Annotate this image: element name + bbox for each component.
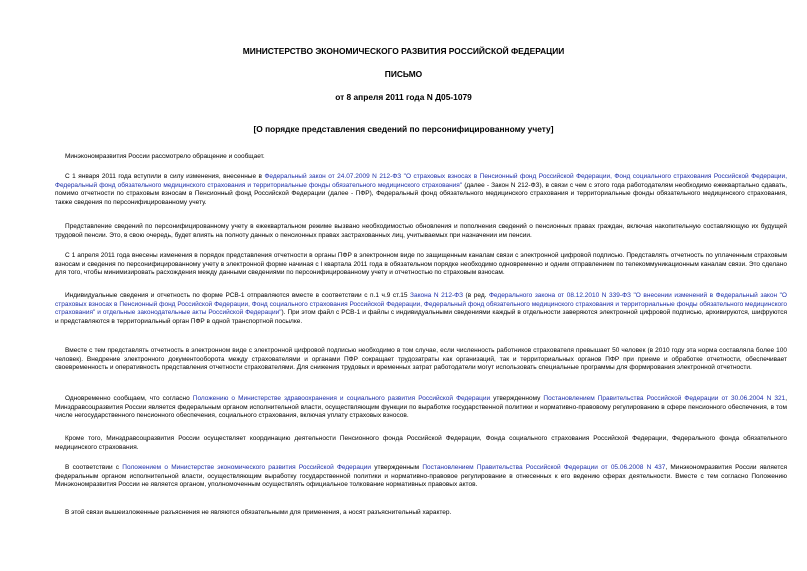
paragraph-3 xyxy=(55,223,787,240)
paragraph-6 xyxy=(55,347,787,373)
link-law-212[interactable]: Закона N 212-ФЗ xyxy=(410,292,463,299)
link-health-ministry-regulation[interactable]: Положению о Министерстве здравоохранения и социального развития Российской Федерации xyxy=(192,395,491,402)
paragraph-7-text-2: утвержденному xyxy=(490,395,544,402)
link-federal-law-212[interactable]: Федеральный закон от 24.07.2009 N 212-ФЗ "О страховых взносах в Пенсионный фонд Российской Федерации, Фонд социального страхования Российской Федерации, Федеральный фонд обязательного медицинского страхования и территориальные фонды обязательного медицинского страхования" xyxy=(55,173,787,189)
paragraph-1-text: Минэкономразвития России рассмотрело обращение и сообщает. xyxy=(65,153,265,160)
ministry-title: МИНИСТЕРСТВО ЭКОНОМИЧЕСКОГО РАЗВИТИЯ РОССИЙСКОЙ ФЕДЕРАЦИИ xyxy=(242,46,565,56)
paragraph-7-text-3: , Минздравсоцразвития России является федеральным органом исполнительной власти, осуществляющим функции по выработке государственной политики и нормативно-правовому регулированию в сфере пенсионного обеспечения, в том числе негосударственного пенсионного обеспечения, социального страхования, включая уплату страховых взносов. xyxy=(55,395,787,419)
paragraph-5-text-3: ). При этом файл с РСВ-1 и файлы с индивидуальными сведениями каждый в отдельности заверяются электронной цифровой подписью, архивируются, шифруются и представляются в территориальный орган ПФР в одной транспортной посылке. xyxy=(55,309,787,325)
document-date-number: от 8 апреля 2011 года N Д05-1079 xyxy=(335,92,472,102)
paragraph-6-text: Вместе с тем представлять отчетность в электронном виде с электронной цифровой подписью необходимо в том случае, если численность работников страхователя превышает 50 человек (в 2010 году эта норма составляла более 100 человек). Внедрение электронного документооборота между страхователями и органами ПФР сокращает трудозатраты как организаций, так и территориальных органов ПФР при приеме и обработке отчетности, обеспечивает своевременность и оперативность представления отчетности страхователями. Для снижения трудовых и временных затрат работодатели могут использовать специальные программы для формирования электронной отчетности. xyxy=(55,347,787,371)
paragraph-10 xyxy=(55,509,787,518)
paragraph-4-text: С 1 апреля 2011 года внесены изменения в порядок представления отчетности в органы ПФР в электронном виде по защищенным каналам связи с электронной цифровой подписью. Представлять отчетность по уплаченным страховым взносам и сведения по персонифицированному учету в электронной форме начиная с I квартала 2011 года в обязательном порядке необходимо одновременно и одним отправлением по телекоммуникационным каналам связи. Это сделано для того, чтобы минимизировать расхождения между данными сведениями по персонифицированному учету и отчетностью по страховым взносам. xyxy=(55,252,787,276)
paragraph-10-text: В этой связи вышеизложенные разъяснения не являются обязательными для применения, а носят разъяснительный характер. xyxy=(65,509,452,516)
paragraph-3-text: Представление сведений по персонифицированному учету в ежеквартальном режиме вызвано необходимостью обновления и пополнения сведений о пенсионных правах граждан, включая накопительную составляющую их будущей трудовой пенсии. Это, в свою очередь, будет влиять на полноту данных о пенсионных правах застрахованных лиц, учитываемых при назначении им пенсии. xyxy=(55,223,787,239)
paragraph-7 xyxy=(55,395,787,421)
document-type: ПИСЬМО xyxy=(384,69,423,79)
document-subject: [О порядке представления сведений по персонифицированному учету] xyxy=(253,124,554,134)
paragraph-4 xyxy=(55,252,787,278)
link-federal-law-339[interactable]: Федерального закона от 08.12.2010 N 339-ФЗ "О внесении изменений в Федеральный закон "О страховых взносах в Пенсионный фонд Российской Федерации, Фонд социального страхования Российской Федерации, Федеральный фонд обязательного медицинского страхования и территориальные фонды обязательного медицинского страхования" и отдельные законодательные акты Российской Федерации" xyxy=(55,292,787,316)
paragraph-8-text: Кроме того, Минздравсоцразвития России осуществляет координацию деятельности Пенсионного фонда Российской Федерации, Фонда социального страхования Российской Федерации, Федерального фонда обязательного медицинского страхования. xyxy=(55,435,787,451)
paragraph-7-text-1: Одновременно сообщаем, что согласно xyxy=(65,395,193,402)
paragraph-9-text-2: утвержденным xyxy=(371,464,423,471)
link-government-decree-321[interactable]: Постановлением Правительства Российской Федерации от 30.06.2004 N 321 xyxy=(543,395,786,402)
paragraph-5-text-1: Индивидуальные сведения и отчетность по форме РСВ-1 отправляются вместе в соответствии с п.1 ч.9 ст.15 xyxy=(65,292,411,299)
paragraph-2 xyxy=(55,173,787,207)
paragraph-9 xyxy=(55,464,787,490)
paragraph-1 xyxy=(55,153,787,162)
paragraph-2-text-2: (далее - Закон N 212-ФЗ), в связи с чем с этого года работодателям необходимо ежеквартально сдавать, помимо отчетности по страховым взносам в Пенсионный фонд Российской Федерации (далее - ПФР), Федеральный фонд обязательного медицинского страхования и территориальные фонды обязательного медицинского страхования, также сведения по персонифицированному учету. xyxy=(55,181,787,206)
link-government-decree-437[interactable]: Постановлением Правительства Российской Федерации от 05.06.2008 N 437 xyxy=(422,464,666,471)
paragraph-5 xyxy=(55,292,787,326)
link-economy-ministry-regulation[interactable]: Положением о Министерстве экономического развития Российской Федерации xyxy=(122,464,371,471)
paragraph-5-text-2: (в ред. xyxy=(463,292,489,299)
paragraph-9-text-1: В соответствии с xyxy=(65,464,123,471)
paragraph-2-text-1: С 1 января 2011 года вступили в силу изменения, внесенные в xyxy=(65,173,265,180)
paragraph-9-text-3: , Минэкономразвития России является федеральным органом исполнительной власти, осуществляющим выработку государственной политики и нормативно-правовое регулирование в отнесенных к его ведению сферах деятельности. Вместе с тем согласно Положению Минэкономразвития России не является органом, уполномоченным осуществлять официальное толкование нормативных правовых актов. xyxy=(55,464,787,488)
paragraph-8 xyxy=(55,435,787,452)
